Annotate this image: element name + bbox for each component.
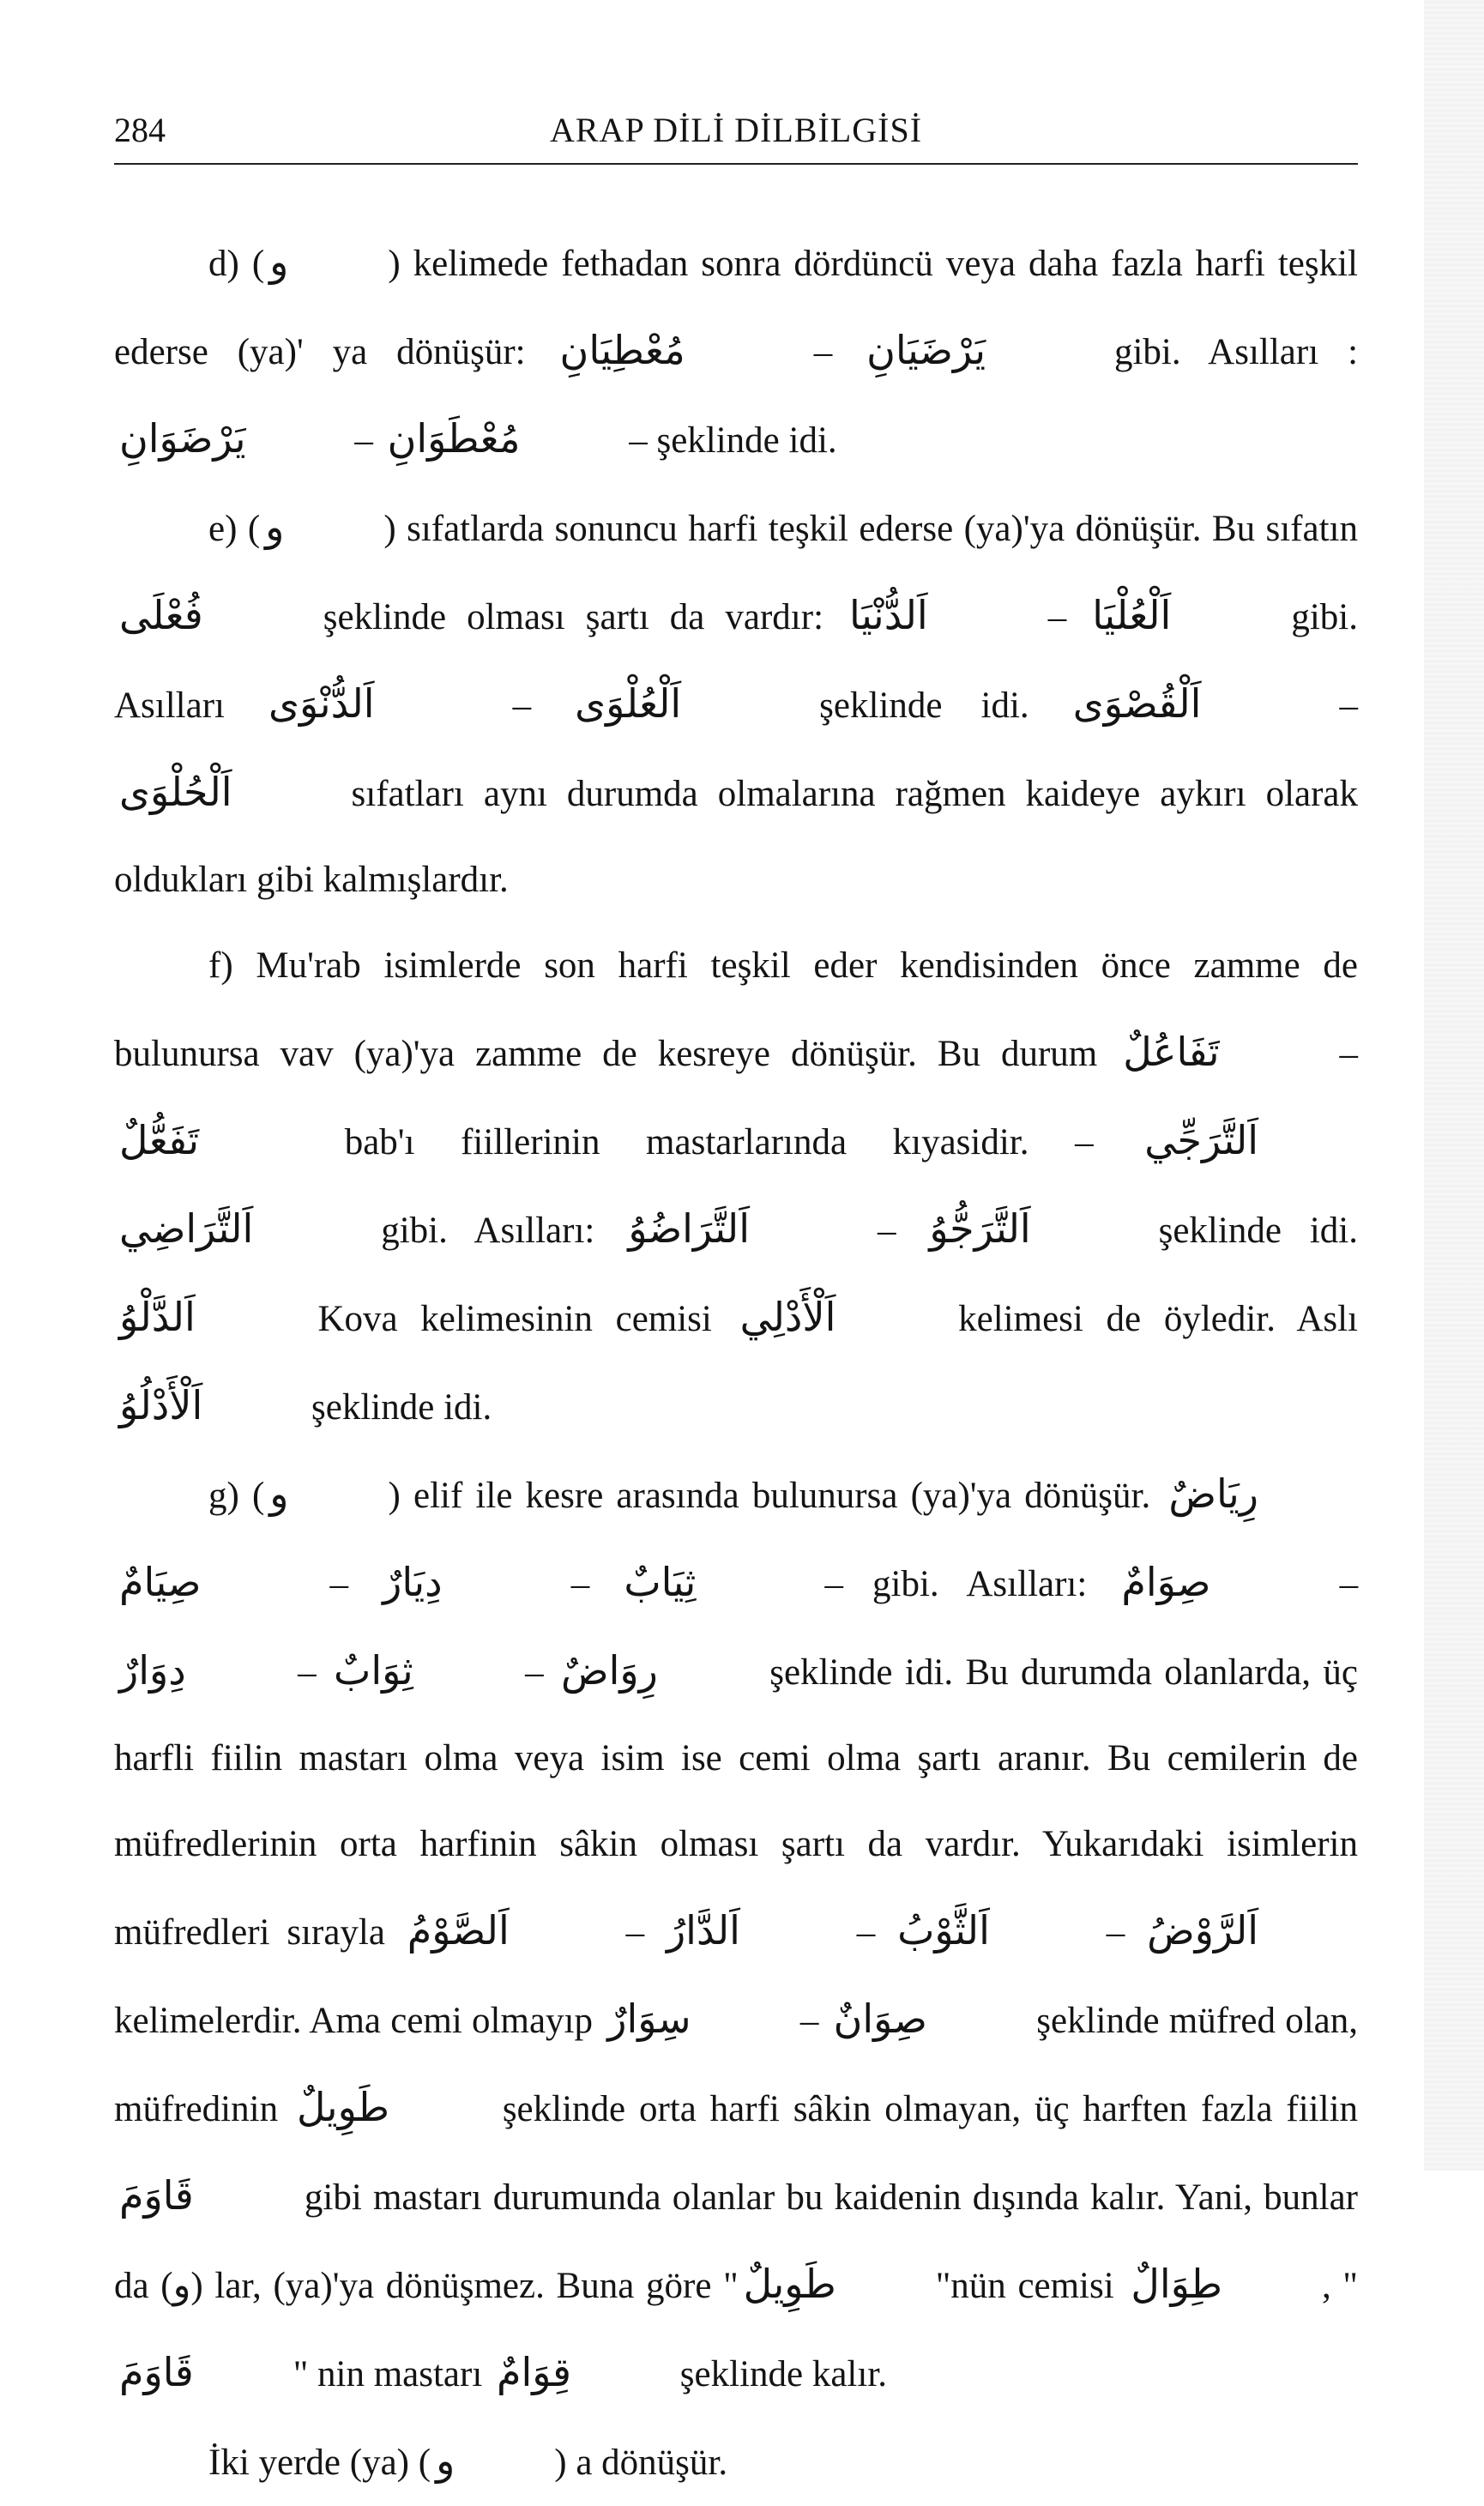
text: –	[512, 685, 532, 726]
paragraph-g	[114, 1451, 1358, 2418]
text: –	[856, 1912, 876, 1953]
text: –	[354, 420, 373, 461]
paragraph-f	[114, 923, 1358, 1451]
text: kelimesi de öyledir. Aslı	[958, 1299, 1359, 1339]
text: gibi. Asılları:	[381, 1211, 595, 1251]
body-text	[114, 219, 1358, 2506]
text: –	[570, 1564, 590, 1604]
text: –	[799, 2001, 819, 2041]
arabic-word: اَلثَّوْبُ	[897, 1907, 990, 1953]
arabic-word: تَفَاعُلٌ	[1123, 1029, 1220, 1075]
text: –	[1339, 685, 1358, 726]
arabic-word: اَلْأَدْلِي	[739, 1294, 836, 1340]
text: –	[298, 1652, 317, 1693]
arabic-word: اَلدُّنْيَا	[849, 592, 928, 638]
text: –	[877, 1211, 896, 1251]
arabic-word: فُعْلَى	[119, 592, 203, 638]
text: d) (	[208, 244, 265, 284]
arabic-word: اَلتَّرَجِّي	[1144, 1117, 1259, 1163]
text: şeklinde olması şartı da vardır:	[323, 597, 824, 637]
arabic-word: ثِيَابٌ	[624, 1559, 697, 1605]
arabic-word: رِوَاضٌ	[560, 1647, 658, 1694]
text: Kova kelimesinin cemisi	[317, 1299, 712, 1339]
arabic-word: اَلدَّلْوُ	[119, 1294, 196, 1340]
arabic-word: سِوَارٌ	[607, 1996, 691, 2042]
text: şeklinde idi. Bu durumda olanlarda, üç harfli fiilin mastarı olma veya isim ise cemi olma şartı aranır. Bu cemilerin de müfredlerinin orta harfinin sâkin olması şartı da vardır. Yukarıdaki isimlerin müfredleri sırayla	[114, 1652, 1359, 1953]
text: sıfatları aynı durumda olmalarına rağmen kaideye aykırı olarak oldukları gibi kalmışlardır.	[114, 774, 1359, 900]
text: – şeklinde idi.	[629, 420, 837, 461]
arabic-word: رِيَاضٌ	[1168, 1470, 1259, 1517]
text: şeklinde kalır.	[679, 2354, 888, 2394]
text: " nin mastarı	[293, 2354, 483, 2394]
page-number: 284	[114, 111, 166, 149]
text: ) elif ile kesre arasında bulunursa (ya)'ya dönüşür.	[388, 1476, 1151, 1516]
text: kelimelerdir. Ama cemi olmayıp	[114, 2001, 593, 2041]
arabic-word: مُعْطَوَانِ	[387, 415, 521, 462]
arabic-word: اَلتَّرَاضِي	[119, 1205, 254, 1252]
arabic-word: دِوَارٌ	[119, 1647, 186, 1694]
arabic-word: و	[265, 504, 285, 550]
arabic-word: يَرْضَيَانِ	[866, 327, 986, 373]
arabic-word: اَلدُّنْوَى	[268, 680, 375, 727]
scan-edge-shadow	[1424, 0, 1484, 2171]
text: –	[1339, 1034, 1359, 1074]
text: gibi. Asılları	[114, 597, 1358, 726]
text: ) a dönüşür.	[554, 2443, 728, 2483]
text: şeklinde idi.	[1158, 1211, 1359, 1251]
arabic-word: اَلْقُصْوَى	[1072, 680, 1202, 727]
arabic-word: اَلصَّوْمُ	[407, 1907, 510, 1953]
text: şeklinde müfred olan, müfredinin	[114, 2001, 1359, 2129]
text: –	[1339, 1564, 1359, 1604]
arabic-word: يَرْضَوَانِ	[119, 415, 246, 462]
text: şeklinde idi.	[819, 685, 1029, 726]
text: ) sıfatlarda sonuncu harfi teşkil ederse (ya)'ya dönüşür. Bu sıfatın	[383, 509, 1358, 549]
arabic-word: طِوَالٌ	[1131, 2261, 1222, 2307]
paragraph-d	[114, 219, 1358, 484]
arabic-word: مُعْطِيَانِ	[559, 327, 685, 373]
text: –	[329, 1564, 349, 1604]
paragraph-last	[114, 2418, 1358, 2506]
text: , "	[1321, 2266, 1358, 2306]
text: e) (	[208, 509, 261, 549]
arabic-word: تَفَعُّلٌ	[119, 1117, 200, 1163]
arabic-word: اَلْعُلْوَى	[575, 680, 682, 727]
arabic-word: صِيَامٌ	[119, 1559, 202, 1605]
text: ) kelimede fethadan sonra dördüncü veya daha fazla harfi teşkil ederse (ya)' ya dönüşür:	[114, 244, 1358, 372]
text: şeklinde orta harfi sâkin olmayan, üç harften fazla fiilin	[502, 2089, 1359, 2129]
text: f) Mu'rab isimlerde son harfi teşkil eder kendisinden önce zamme de bulunursa vav (ya)'ya zamme de kesreye dönüşür. Bu durum	[114, 945, 1358, 1074]
text: gibi. Asılları :	[1113, 332, 1359, 372]
text: –	[1047, 597, 1067, 637]
arabic-word: اَلْعُلْيَا	[1092, 592, 1172, 638]
arabic-word: و	[269, 1470, 289, 1517]
arabic-word: و	[269, 239, 289, 285]
page-header	[114, 103, 1358, 165]
arabic-word: اَلْأَدْلُوُ	[119, 1382, 203, 1428]
arabic-word: و	[436, 2437, 455, 2484]
arabic-word: صِوَانٌ	[833, 1996, 927, 2042]
text: –	[1106, 1912, 1125, 1953]
arabic-word: اَلدَّارُ	[666, 1907, 740, 1953]
arabic-word: طَوِيلٌ	[296, 2084, 389, 2130]
arabic-word: طَوِيلٌ	[743, 2261, 836, 2307]
text: –	[625, 1912, 645, 1953]
arabic-word: قِوَامٌ	[497, 2349, 572, 2395]
text: g) (	[208, 1476, 265, 1516]
arabic-word: ثِوَابٌ	[334, 1647, 413, 1694]
paragraph-e	[114, 484, 1358, 923]
text: İki yerde (ya) (	[208, 2443, 431, 2483]
arabic-word: دِيَارٌ	[383, 1559, 443, 1605]
text: "nün cemisi	[935, 2266, 1114, 2306]
arabic-word: اَلتَّرَاضُوُ	[628, 1205, 750, 1252]
text: – gibi. Asılları:	[824, 1564, 1088, 1604]
text: –	[813, 332, 833, 372]
text: bab'ı fiillerinin mastarlarında kıyasidir. –	[344, 1122, 1094, 1162]
arabic-word: صِوَامٌ	[1121, 1559, 1211, 1605]
text: –	[525, 1652, 544, 1693]
arabic-word: اَلرَّوْضُ	[1147, 1907, 1259, 1953]
text: şeklinde idi.	[311, 1387, 492, 1428]
text: gibi mastarı durumunda olanlar bu kaidenin dışında kalır. Yani, bunlar da (و) lar, (ya)'ya dönüşmez. Buna göre "	[114, 2177, 1358, 2306]
arabic-word: قَاوَمَ	[119, 2172, 194, 2219]
arabic-word: اَلتَّرَجُّوُ	[929, 1205, 1031, 1252]
arabic-word: قَاوَمَ	[119, 2349, 194, 2395]
running-title: ARAP DİLİ DİLBİLGİSİ	[549, 111, 923, 149]
arabic-word: اَلْحُلْوَى	[119, 769, 232, 815]
